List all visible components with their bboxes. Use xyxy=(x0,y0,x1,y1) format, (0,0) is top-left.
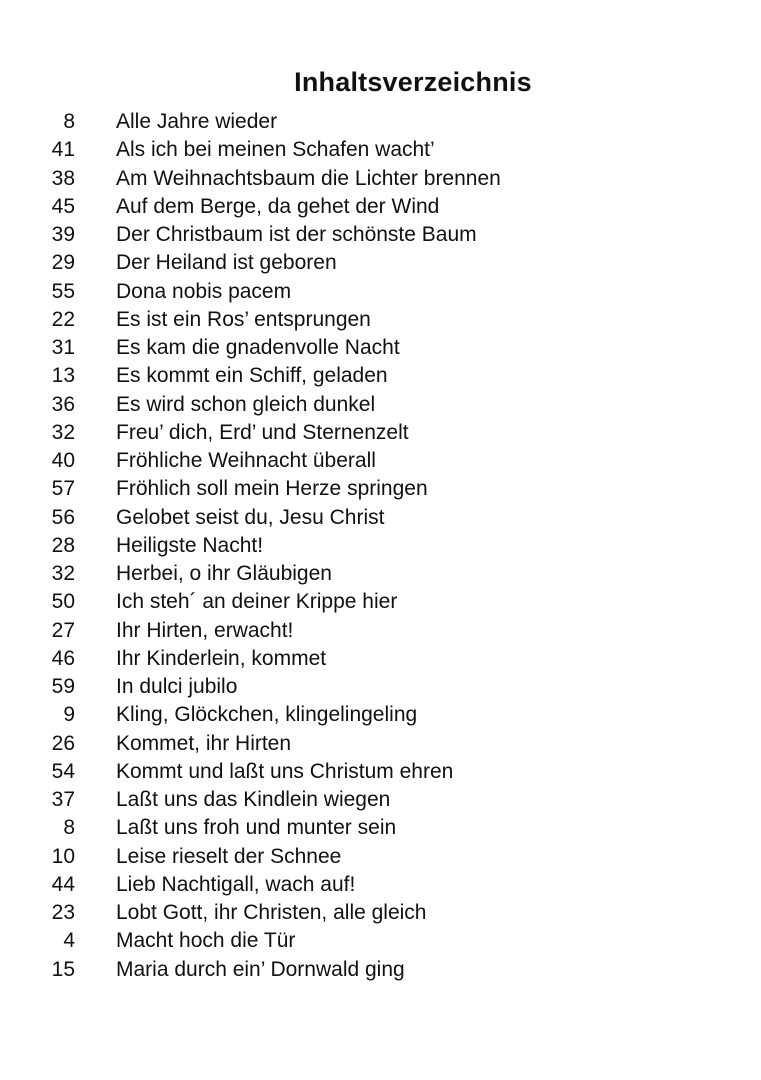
toc-row xyxy=(0,701,761,729)
toc-page-number: 38 xyxy=(51,166,75,190)
toc-page-number: 55 xyxy=(51,279,75,303)
toc-entry-title: Es kommt ein Schiff, geladen xyxy=(116,364,388,388)
toc-page-number: 44 xyxy=(51,872,75,896)
toc-row xyxy=(0,306,761,334)
toc-page-number: 28 xyxy=(51,533,75,557)
toc-row xyxy=(0,447,761,475)
toc-entry-title: Kommet, ihr Hirten xyxy=(116,731,292,755)
toc-entry-title: Dona nobis pacem xyxy=(116,279,292,303)
toc-entry-title: Laßt uns froh und munter sein xyxy=(116,816,397,840)
toc-row xyxy=(0,871,761,899)
toc-entry-title: Ich steh´ an deiner Krippe hier xyxy=(116,590,398,614)
toc-entry-title: Es wird schon gleich dunkel xyxy=(116,392,376,416)
toc-page-number: 4 xyxy=(63,929,75,953)
toc-entry-title: Kling, Glöckchen, klingelingeling xyxy=(116,703,418,727)
toc-row xyxy=(0,193,761,221)
table-of-contents xyxy=(0,108,761,984)
toc-entry-title: Lieb Nachtigall, wach auf! xyxy=(116,872,356,896)
toc-entry-title: In dulci jubilo xyxy=(116,675,238,699)
toc-row xyxy=(0,391,761,419)
toc-row xyxy=(0,786,761,814)
toc-page-number: 32 xyxy=(51,562,75,586)
toc-row xyxy=(0,136,761,164)
toc-row xyxy=(0,532,761,560)
toc-row xyxy=(0,617,761,645)
toc-page-number: 37 xyxy=(51,788,75,812)
toc-row xyxy=(0,843,761,871)
toc-row xyxy=(0,927,761,955)
toc-row xyxy=(0,334,761,362)
toc-page-number: 56 xyxy=(51,505,75,529)
toc-row xyxy=(0,758,761,786)
toc-row xyxy=(0,249,761,277)
toc-page-number: 29 xyxy=(51,251,75,275)
toc-row xyxy=(0,956,761,984)
toc-entry-title: Gelobet seist du, Jesu Christ xyxy=(116,505,385,529)
toc-row xyxy=(0,221,761,249)
toc-page-number: 50 xyxy=(51,590,75,614)
toc-page-number: 40 xyxy=(51,449,75,473)
toc-entry-title: Am Weihnachtsbaum die Lichter brennen xyxy=(116,166,501,190)
toc-page-number: 59 xyxy=(51,675,75,699)
toc-row xyxy=(0,899,761,927)
toc-page-number: 46 xyxy=(51,646,75,670)
toc-entry-title: Freu’ dich, Erd’ und Sternenzelt xyxy=(116,420,409,444)
toc-row xyxy=(0,108,761,136)
toc-row xyxy=(0,165,761,193)
toc-entry-title: Es kam die gnadenvolle Nacht xyxy=(116,336,400,360)
toc-row xyxy=(0,673,761,701)
toc-row xyxy=(0,278,761,306)
toc-page-number: 27 xyxy=(51,618,75,642)
toc-page-number: 15 xyxy=(51,957,75,981)
toc-entry-title: Fröhlich soll mein Herze springen xyxy=(116,477,428,501)
toc-entry-title: Alle Jahre wieder xyxy=(116,110,278,134)
toc-row xyxy=(0,730,761,758)
toc-page-number: 41 xyxy=(51,138,75,162)
toc-page-number: 39 xyxy=(51,223,75,247)
toc-page-number: 23 xyxy=(51,901,75,925)
page-title: Inhaltsverzeichnis xyxy=(294,67,532,98)
toc-row xyxy=(0,814,761,842)
toc-page-number: 31 xyxy=(51,336,75,360)
toc-entry-title: Ihr Kinderlein, kommet xyxy=(116,646,327,670)
toc-page-number: 26 xyxy=(51,731,75,755)
toc-page-number: 32 xyxy=(51,420,75,444)
toc-page-number: 9 xyxy=(63,703,75,727)
toc-page-number: 8 xyxy=(63,816,75,840)
toc-row xyxy=(0,419,761,447)
toc-entry-title: Ihr Hirten, erwacht! xyxy=(116,618,294,642)
toc-row xyxy=(0,560,761,588)
toc-page-number: 13 xyxy=(51,364,75,388)
toc-page-number: 22 xyxy=(51,307,75,331)
toc-entry-title: Der Heiland ist geboren xyxy=(116,251,337,275)
toc-entry-title: Heiligste Nacht! xyxy=(116,533,264,557)
toc-row xyxy=(0,475,761,503)
toc-row xyxy=(0,504,761,532)
toc-entry-title: Kommt und laßt uns Christum ehren xyxy=(116,759,454,783)
toc-page-number: 57 xyxy=(51,477,75,501)
toc-entry-title: Es ist ein Ros’ entsprungen xyxy=(116,307,371,331)
toc-row xyxy=(0,362,761,390)
toc-entry-title: Laßt uns das Kindlein wiegen xyxy=(116,788,391,812)
toc-entry-title: Lobt Gott, ihr Christen, alle gleich xyxy=(116,901,427,925)
toc-page-number: 54 xyxy=(51,759,75,783)
toc-page-number: 45 xyxy=(51,194,75,218)
toc-entry-title: Auf dem Berge, da gehet der Wind xyxy=(116,194,440,218)
toc-entry-title: Herbei, o ihr Gläubigen xyxy=(116,562,332,586)
toc-entry-title: Maria durch ein’ Dornwald ging xyxy=(116,957,405,981)
toc-page-number: 10 xyxy=(51,844,75,868)
toc-page-number: 36 xyxy=(51,392,75,416)
toc-row xyxy=(0,645,761,673)
toc-entry-title: Fröhliche Weihnacht überall xyxy=(116,449,376,473)
toc-entry-title: Leise rieselt der Schnee xyxy=(116,844,342,868)
toc-entry-title: Als ich bei meinen Schafen wacht’ xyxy=(116,138,435,162)
toc-page-number: 8 xyxy=(63,110,75,134)
toc-entry-title: Macht hoch die Tür xyxy=(116,929,296,953)
toc-row xyxy=(0,588,761,616)
toc-entry-title: Der Christbaum ist der schönste Baum xyxy=(116,223,477,247)
